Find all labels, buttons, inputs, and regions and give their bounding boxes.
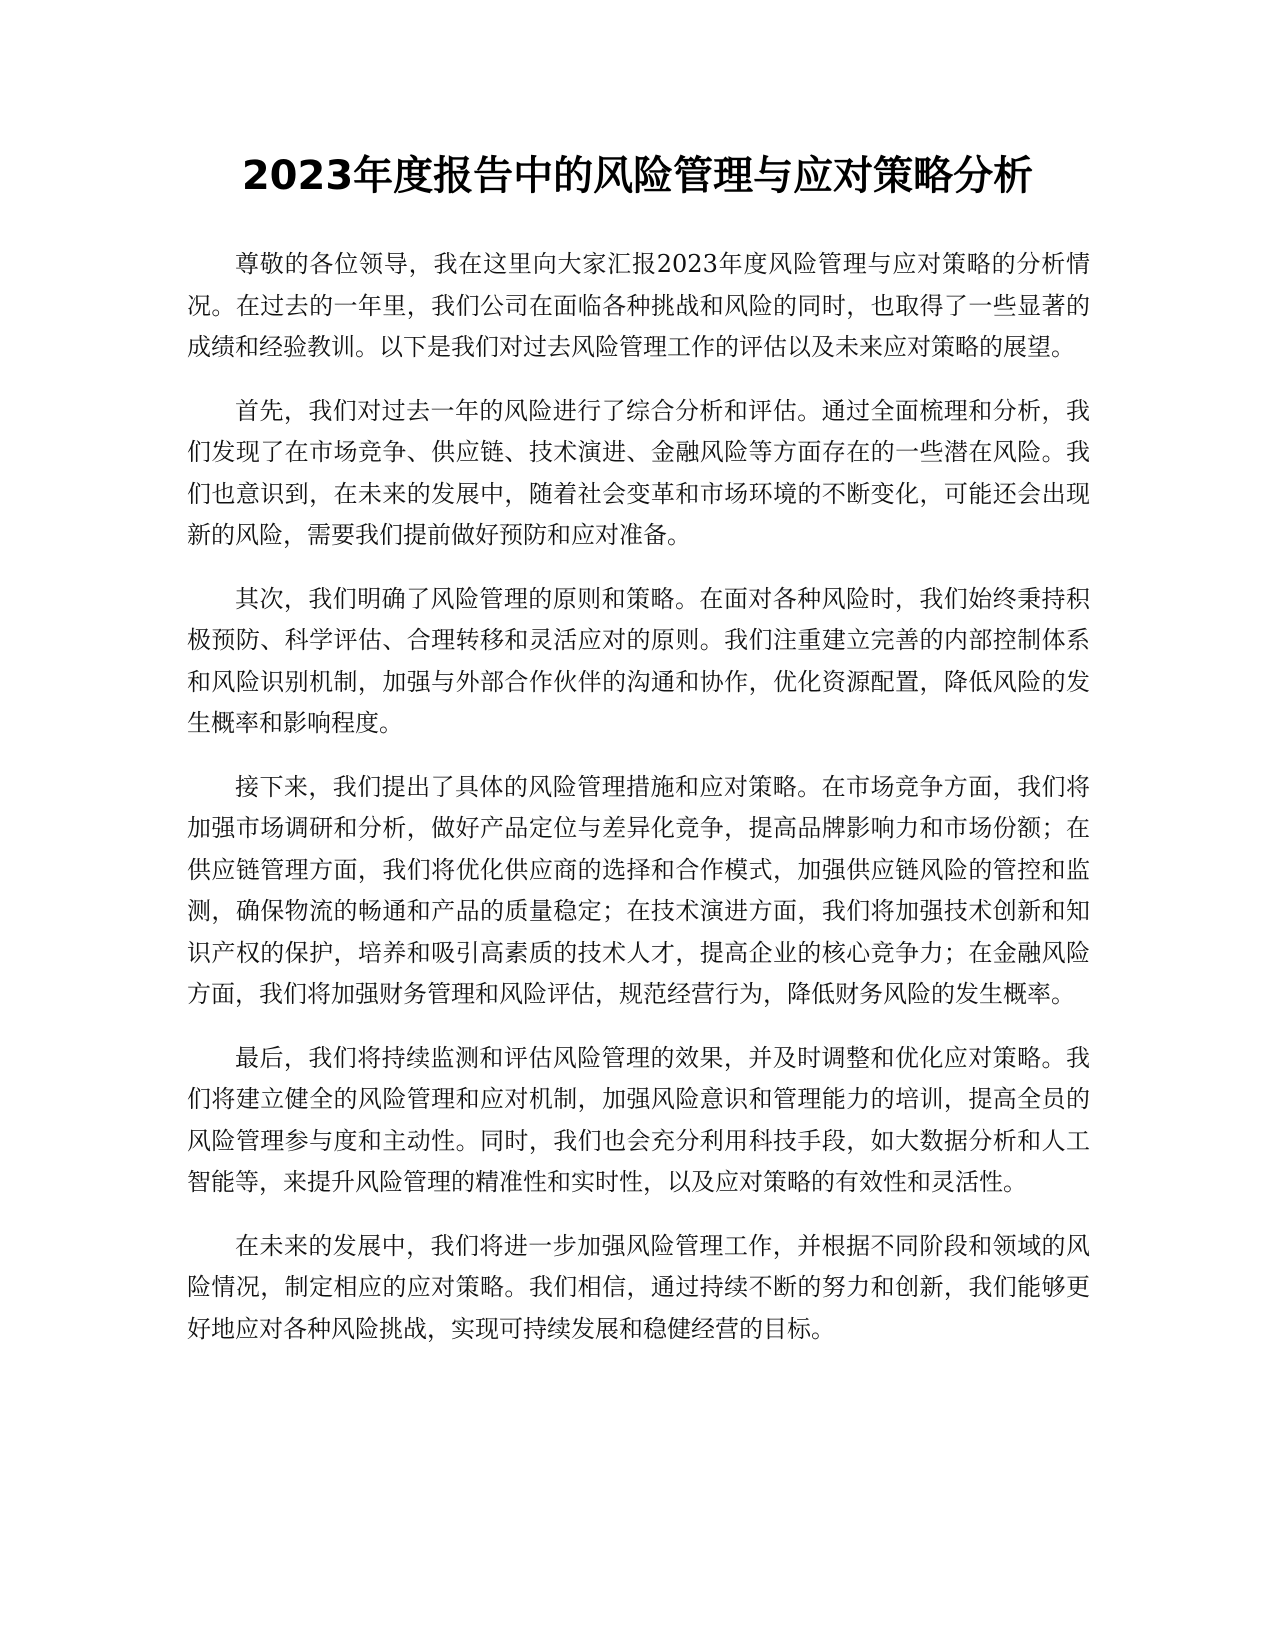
paragraph-outlook: 在未来的发展中，我们将进一步加强风险管理工作，并根据不同阶段和领域的风险情况，制定相应的应对策略。我们相信，通过持续不断的努力和创新，我们能够更好地应对各种风险挑战，实现可持续发展和稳健经营的目标。 [187,1231,1090,1343]
document-title: 2023年度报告中的风险管理与应对策略分析 [241,153,1034,199]
paragraph-intro: 尊敬的各位领导，我在这里向大家汇报2023年度风险管理与应对策略的分析情况。在过去的一年里，我们公司在面临各种挑战和风险的同时，也取得了一些显著的成绩和经验教训。以下是我们对过去风险管理工作的评估以及未来应对策略的展望。 [187,250,1090,361]
paragraph-monitoring: 最后，我们将持续监测和评估风险管理的效果，并及时调整和优化应对策略。我们将建立健全的风险管理和应对机制，加强风险意识和管理能力的培训，提高全员的风险管理参与度和主动性。同时，我们也会充分利用科技手段，如大数据分析和人工智能等，来提升风险管理的精准性和实时性，以及应对策略的有效性和灵活性。 [187,1043,1090,1196]
paragraph-principles: 其次，我们明确了风险管理的原则和策略。在面对各种风险时，我们始终秉持积极预防、科学评估、合理转移和灵活应对的原则。我们注重建立完善的内部控制体系和风险识别机制，加强与外部合作伙伴的沟通和协作，优化资源配置，降低风险的发生概率和影响程度。 [187,584,1090,737]
paragraph-risk-assessment: 首先，我们对过去一年的风险进行了综合分析和评估。通过全面梳理和分析，我们发现了在市场竞争、供应链、技术演进、金融风险等方面存在的一些潜在风险。我们也意识到，在未来的发展中，随着社会变革和市场环境的不断变化，可能还会出现新的风险，需要我们提前做好预防和应对准备。 [187,396,1090,549]
document-body [187,244,1090,1372]
paragraph-measures: 接下来，我们提出了具体的风险管理措施和应对策略。在市场竞争方面，我们将加强市场调研和分析，做好产品定位与差异化竞争，提高品牌影响力和市场份额；在供应链管理方面，我们将优化供应商的选择和合作模式，加强供应链风险的管控和监测，确保物流的畅通和产品的质量稳定；在技术演进方面，我们将加强技术创新和知识产权的保护，培养和吸引高素质的技术人才，提高企业的核心竞争力；在金融风险方面，我们将加强财务管理和风险评估，规范经营行为，降低财务风险的发生概率。 [187,772,1090,1008]
